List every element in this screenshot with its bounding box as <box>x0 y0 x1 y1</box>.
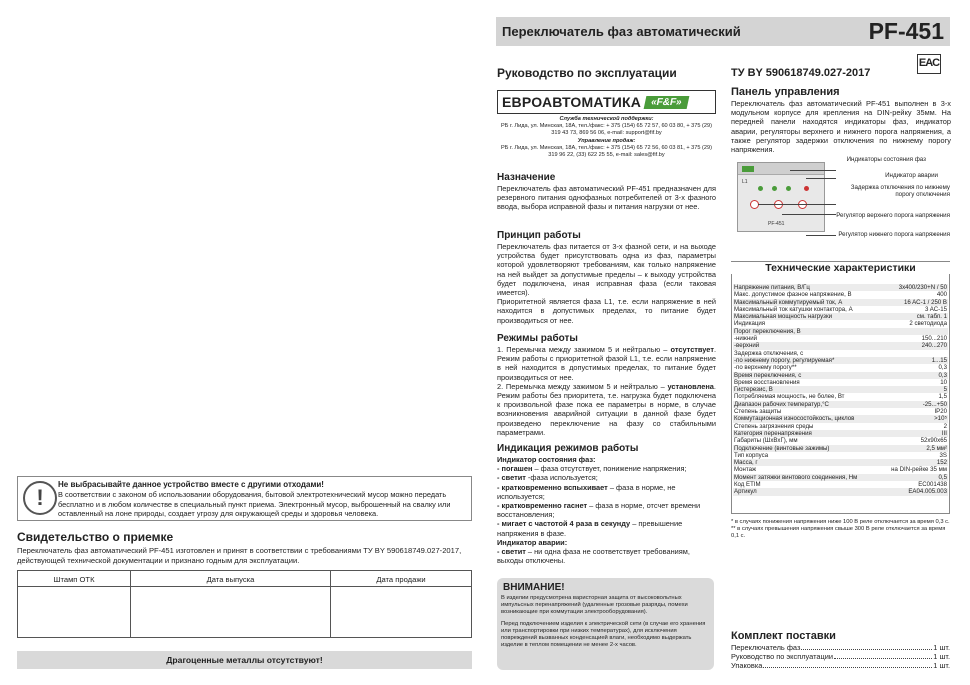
tech-spec-label: Время переключения, с <box>733 372 880 379</box>
footnote-2: ** в случаях превышения напряжения свыше 300 В реле отключается за время 0,1 с. <box>731 526 946 539</box>
tech-spec-row <box>733 335 948 342</box>
tech-spec-row <box>733 291 948 298</box>
tech-spec-label: Артикул <box>733 488 880 495</box>
callout-phase-indicators: Индикаторы состояния фаз <box>846 156 926 163</box>
tech-spec-label: Тип корпуса <box>734 451 769 459</box>
tech-spec-label: Код ETIM <box>734 481 761 489</box>
tech-spec-label: Габариты (ШхВхГ), мм <box>734 437 798 445</box>
tech-spec-label: Макс. допустимое фазное напряжение, В <box>734 291 852 299</box>
disposal-warning-title: Не выбрасывайте данное устройство вместе с другими отходами! <box>58 480 324 489</box>
tech-spec-row <box>733 474 948 481</box>
tech-spec-value: 2 <box>943 422 947 430</box>
tech-spec-row <box>733 320 948 327</box>
service-contacts <box>497 116 716 159</box>
callout-upper-threshold: Регулятор верхнего порога напряжения <box>836 212 950 219</box>
tech-spec-label: -верхний <box>733 342 880 349</box>
tech-spec-value: 0,3 <box>880 372 948 379</box>
tech-spec-value: 16 AC-1 / 250 В <box>880 299 948 306</box>
manual-title: Руководство по эксплуатации <box>497 66 677 80</box>
kit-item-qty: 1 шт. <box>933 652 950 661</box>
tech-spec-value: 1...15 <box>880 357 948 364</box>
mode-1-intro: 1. Перемычка между зажимом 5 и нейтралью – <box>497 345 668 354</box>
tech-spec-label: Напряжение питания, В/Гц <box>733 284 880 291</box>
tech-spec-value <box>880 350 948 357</box>
tech-spec-value: 240...270 <box>880 342 948 349</box>
tech-spec-label: -нижний <box>734 335 758 343</box>
tech-spec-value: 1,5 <box>938 393 947 401</box>
tech-spec-row <box>733 357 948 364</box>
tech-spec-row <box>733 466 948 473</box>
state-1-key: - погашен <box>497 464 533 474</box>
tech-spec-value: 3x400/230+N / 50 <box>880 284 948 291</box>
brand-name: ЕВРОАВТОМАТИКА <box>502 94 642 110</box>
tech-spec-row <box>733 488 948 495</box>
tech-spec-value <box>880 328 948 335</box>
tech-spec-row <box>733 430 948 437</box>
header-title: Переключатель фаз автоматический <box>502 24 741 39</box>
callout-line-1 <box>790 170 836 171</box>
callout-line-5 <box>806 235 836 236</box>
principle-text-2: Приоритетной является фаза L1, т.е. если напряжение в ней находится в допустимых пределах, то питание будет производиться от нее. <box>497 297 716 325</box>
attention-text-1: В изделии предусмотрена варисторная защита от высоковольтных импульсных перенапряжений (удаленные грозовые разряды, помехи возникающие при коммутации электрооборудования). <box>501 595 688 615</box>
tech-spec-value: 150...210 <box>921 335 947 343</box>
tech-spec-label: Категория перенапряжения <box>733 430 880 437</box>
eac-mark-icon: EAC <box>917 54 941 74</box>
tech-spec-value: 52x90x65 <box>920 437 947 445</box>
state-5-text: – превышение напряжения в фазе. <box>497 519 683 538</box>
kit-item-name: Руководство по эксплуатации <box>731 652 833 661</box>
tech-spec-value: на DIN-рейке 35 мм <box>891 466 947 474</box>
header-bar <box>496 17 950 46</box>
tech-spec-label: Степень загрязнения среды <box>734 422 814 430</box>
tech-spec-label: Максимальный ток катушки контактора, А <box>734 305 853 313</box>
tech-spec-value: 400 <box>936 291 947 299</box>
tech-spec-value: 2,5 мм² <box>880 445 948 452</box>
tech-spec-row <box>733 437 948 444</box>
tech-spec-label: Индикация <box>734 320 766 328</box>
tech-spec-value: 2 светодиода <box>909 320 947 328</box>
kit-item-name: Переключатель фаз <box>731 643 801 652</box>
tech-spec-value: 152 <box>880 459 948 466</box>
disposal-warning-box <box>17 476 472 521</box>
device-logo-icon <box>742 166 754 172</box>
disposal-warning-text: В соответствии с законом об использовании оборудования, бытовой электротехнический мусор можно передать бесплатно и в любом количестве в специальный пункт приема. Электронный мусор, выброшенный на свалку или оставленный на лоне природы, создает угрозу для окружающей среды и здоровья человека. <box>58 490 451 518</box>
tech-spec-value: III <box>880 430 948 437</box>
footnote-1: * в случаях понижения напряжения ниже 100 В реле отключается за время 0,3 с. <box>731 519 950 525</box>
support-text: РБ г. Лида, ул. Минская, 18А, тел./факс: + 375 (154) 65 72 57, 60 03 80, + 375 (29) 319 43 73, 869 56 06, e-mail: support@fif.by <box>501 123 712 137</box>
state-4-key: - кратковременно гаснет <box>497 501 588 511</box>
tech-spec-row <box>733 364 948 371</box>
acceptance-table <box>17 570 472 638</box>
device-l1-label: L1 <box>742 179 748 185</box>
tech-spec-row <box>733 459 948 466</box>
kit-item <box>731 652 950 661</box>
tech-spec-label: Коммутационная износостойкость, циклов <box>733 415 880 422</box>
tech-spec-label: Момент затяжки винтового соединения, Нм <box>733 474 880 481</box>
tech-spec-row <box>733 328 948 335</box>
tech-spec-value: 0,3 <box>938 364 947 372</box>
mode-2-intro: 2. Перемычка между зажимом 5 и нейтралью – <box>497 381 665 391</box>
tech-spec-value: EA04.005.003 <box>880 488 948 495</box>
tech-spec-value: 5 <box>880 386 948 393</box>
tech-spec-row <box>733 401 948 408</box>
alarm-indicator-title: Индикатор аварии: <box>497 537 568 547</box>
alarm-led-icon <box>804 186 809 191</box>
tech-spec-label: Монтаж <box>734 466 757 474</box>
callout-line-2 <box>806 178 836 179</box>
tech-spec-label: Максимальная мощность нагрузки <box>733 313 880 320</box>
tech-specs-title: Технические характеристики <box>731 262 950 274</box>
callout-line-4 <box>782 214 836 215</box>
stamp-column-header: Штамп ОТК <box>18 571 131 587</box>
state-3-key: - кратковременно вспыхивает <box>497 482 608 492</box>
tech-spec-row <box>733 445 948 452</box>
callout-line-3 <box>758 204 836 205</box>
tech-spec-label: Порог переключения, В <box>733 328 880 335</box>
tech-spec-row <box>733 372 948 379</box>
tech-spec-row <box>733 481 948 488</box>
state-5-key: - мигает с частотой 4 раза в секунду <box>497 519 631 529</box>
tech-spec-value: см. табл. 1 <box>880 313 948 320</box>
tech-specs-table <box>733 284 948 496</box>
modes-title: Режимы работы <box>497 333 578 344</box>
certificate-title: Свидетельство о приемке <box>17 530 174 544</box>
sales-text: РБ г. Лида, ул. Минская, 18А, тел./факс: + 375 (154) 65 72 56, 60 03 81, + 375 (29) 319 96 22, (33) 622 25 55, e-mail: sales@fif.by <box>501 144 712 159</box>
tech-spec-value: 0,5 <box>880 474 948 481</box>
tech-spec-value: 3 AC-15 <box>924 305 947 313</box>
attention-box <box>497 578 714 670</box>
tech-spec-value: EC001438 <box>918 481 947 489</box>
tech-spec-row <box>733 452 948 459</box>
panel-title: Панель управления <box>731 86 840 98</box>
tech-spec-label: Потребляемая мощность, не более, Вт <box>734 393 845 401</box>
tech-spec-label: Гистерезис, В <box>733 386 880 393</box>
phase-l1-led-icon <box>758 186 763 191</box>
phase-l3-led-icon <box>786 186 791 191</box>
tech-spec-value: >10⁵ <box>880 415 948 422</box>
mode-1-text: . Режим работы с приоритетной фазой L1, т.е. если напряжение в ней находится в допустимых пределах, то питание будет производиться от нее. <box>497 345 716 382</box>
state-indicator-title: Индикатор состояния фаз: <box>497 455 596 464</box>
state-2-key: - светит <box>497 473 526 483</box>
tech-spec-label: Подключение (винтовые зажимы) <box>733 445 880 452</box>
indication-title: Индикация режимов работы <box>497 443 639 454</box>
tech-spec-label: Задержка отключения, с <box>734 349 804 357</box>
kit-item <box>731 661 950 670</box>
tech-spec-label: -по нижнему порогу, регулируемая* <box>733 357 880 364</box>
tech-spec-row <box>733 379 948 386</box>
callout-delay: Задержка отключения по нижнему порогу отключения <box>850 184 950 198</box>
indication-text <box>497 455 716 565</box>
tech-spec-label: Время восстановления <box>734 378 800 386</box>
principle-text-1: Переключатель фаз питается от 3-х фазной сети, и на выходе устройства будет присутствовать одна из фаз, параметры которой удовлетворяют требованиям, как только напряжение на ней выйдет за допустимые пределы – к выходу устройства будет подключена, иная исправная фаза (если таковая имеется). <box>497 242 716 298</box>
callout-lower-threshold: Регулятор нижнего порога напряжения <box>838 231 950 238</box>
alarm-1-key: - светит <box>497 547 526 557</box>
mode-2-keyword: установлена <box>667 381 714 391</box>
state-3-text: – фаза в норме, не используется; <box>497 482 676 501</box>
kit-item-name: Упаковка <box>731 661 763 670</box>
kit-title: Комплект поставки <box>731 630 836 642</box>
state-4-text: – фаза в норме, отсчет времени восстановления; <box>497 501 701 520</box>
tech-spec-row <box>733 342 948 349</box>
mode-1-keyword: отсутствует <box>670 345 714 354</box>
tech-spec-row <box>733 408 948 415</box>
tech-spec-row <box>733 284 948 291</box>
tech-spec-row <box>733 306 948 313</box>
mode-2-text: . Режим работы без приоритета, т.е. нагрузка будет подключена к произвольной фазе пока ее параметры в норме, в случае возникновения аварийной ситуации в данной фазе будет произведено переключение на фазу со стабильными параметрами. <box>497 381 716 437</box>
tech-spec-row <box>733 386 948 393</box>
sales-title: Управление продаж: <box>577 137 636 144</box>
tech-spec-label: -по верхнему порогу** <box>734 364 797 372</box>
sale-date-column-header: Дата продажи <box>331 571 472 587</box>
brand-logo <box>497 90 716 114</box>
release-date-cell <box>131 587 331 638</box>
device-model-label: PF-451 <box>768 221 785 227</box>
state-1-text: – фаза отсутствует, понижение напряжения; <box>532 464 687 474</box>
sale-date-cell <box>331 587 472 638</box>
modes-text <box>497 345 716 437</box>
tech-spec-value: 10 <box>940 378 947 386</box>
stamp-cell <box>18 587 131 638</box>
tech-spec-label: Масса, г <box>733 459 880 466</box>
release-date-column-header: Дата выпуска <box>131 571 331 587</box>
device-front-panel <box>737 162 825 232</box>
tu-code: ТУ BY 590618749.027-2017 <box>731 67 871 79</box>
footnotes <box>731 519 950 540</box>
tech-spec-label: Максимальный коммутируемый ток, А <box>733 299 880 306</box>
header-model: PF-451 <box>868 18 944 44</box>
tech-spec-value: IP20 <box>934 408 947 416</box>
state-2-text: -фаза используется; <box>525 473 598 483</box>
kit-item <box>731 643 950 652</box>
tech-spec-value: -25...+50 <box>880 401 948 408</box>
tech-spec-row <box>733 393 948 400</box>
attention-title: ВНИМАНИЕ! <box>503 582 565 593</box>
tech-spec-value: 3S <box>939 451 947 459</box>
attention-text-2: Перед подключением изделия к электрической сети (в случае его хранения или транспортировки при низких температурах), для исключения повреждений вызванных конденсацией влаги, необходимо выдержать изделие в теплом помещении не менее 2-х часов. <box>501 621 706 648</box>
tech-spec-row <box>733 313 948 320</box>
kit-item-qty: 1 шт. <box>933 643 950 652</box>
precious-metals-notice: Драгоценные металлы отсутствуют! <box>17 651 472 669</box>
tech-spec-label: Степень защиты <box>734 408 782 416</box>
exclamation-icon: ! <box>23 481 57 515</box>
principle-text <box>497 242 716 325</box>
tech-spec-label: Диапазон рабочих температур,°С <box>733 401 880 408</box>
tech-spec-row <box>733 423 948 430</box>
tech-spec-row <box>733 299 948 306</box>
tech-spec-row <box>733 415 948 422</box>
certificate-text: Переключатель фаз автоматический PF-451 изготовлен и принят в соответствии с требованиями ТУ BY 590618749.027-2017, действующей технической документации и признано годным для эксплуатации. <box>17 546 462 565</box>
purpose-title: Назначение <box>497 172 556 183</box>
principle-title: Принцип работы <box>497 230 581 241</box>
kit-item-qty: 1 шт. <box>933 661 950 670</box>
device-top-strip <box>738 163 824 175</box>
purpose-text: Переключатель фаз автоматический PF-451 предназначен для резервного питания однофазных потребителей от 3-х фазного ввода, выбора исправной фазы и питания нагрузки от нее. <box>497 184 716 212</box>
alarm-1-text: – ни одна фаза не соответствует требованиям, выходы отключены. <box>497 547 690 566</box>
phase-l2-led-icon <box>772 186 777 191</box>
panel-text: Переключатель фаз автоматический PF-451 выполнен в 3-х модульном корпусе для крепления на DIN-рейку 35мм. На передней панели находятся индикаторы фаз, индикатор аварии, регуляторы верхнего и нижнего порога напряжения, а также регулятор задержки отключения по нижнему порогу напряжения. <box>731 99 951 155</box>
callout-alarm-indicator: Индикатор аварии <box>885 172 938 179</box>
tech-spec-row <box>733 350 948 357</box>
ff-logo: «F&F» <box>644 96 689 109</box>
support-title: Служба технической поддержки: <box>559 116 654 122</box>
